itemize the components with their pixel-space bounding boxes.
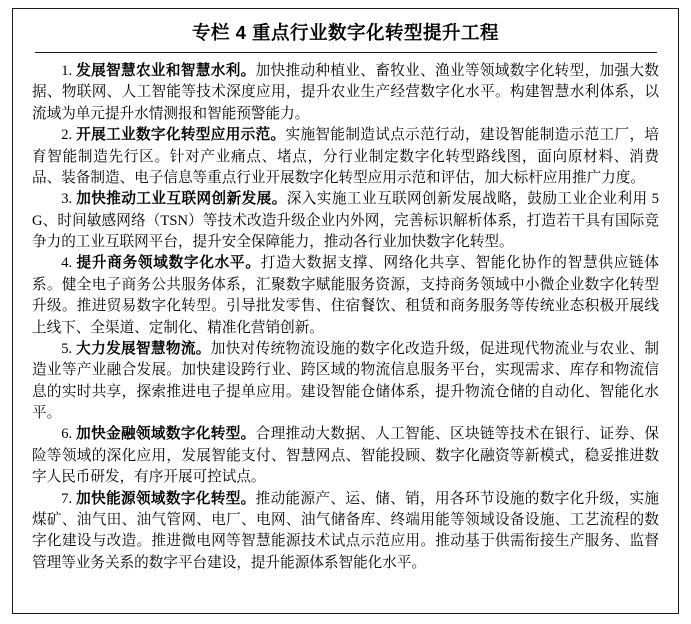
paragraph-lead: 提升商务领域数字化水平。	[76, 255, 261, 272]
paragraph-4	[32, 253, 659, 339]
paragraph-lead: 加快推动工业互联网创新发展。	[76, 191, 287, 208]
paragraph-2	[32, 125, 659, 189]
feature-box	[12, 8, 679, 614]
paragraph-number: 3.	[61, 191, 73, 208]
paragraph-lead: 加快能源领域数字化转型。	[76, 490, 256, 507]
paragraph-lead: 开展工业数字化转型应用示范。	[76, 127, 286, 144]
paragraph-body: 加快推动种植业、畜牧业、渔业等领域数字化转型，加强大数据、物联网、人工智能等技术深度应用，提升农业生产经营数字化水平。构建智慧水利体系，以流域为单元提升水情测报和智能预警能力。	[32, 63, 659, 122]
paragraph-lead: 加快金融领域数字化转型。	[76, 426, 256, 443]
paragraph-body: 深入实施工业互联网创新发展战略，鼓励工业企业利用 5G、时间敏感网络（TSN）等技术改造升级企业内外网，完善标识解析体系，打造若干具有国际竞争力的工业互联网平台，提升安全保障能力，推动各行业加快数字化转型。	[32, 191, 659, 250]
paragraph-body: 打造大数据支撑、网络化共享、智能化协作的智慧供应链体系。健全电子商务公共服务体系，汇聚数字赋能服务资源，支持商务领域中小微企业数字化转型升级。推进贸易数字化转型。引导批发零售、住宿餐饮、租赁和商务服务等传统业态积极开展线上线下、全渠道、定制化、精准化营销创新。	[32, 255, 659, 336]
paragraph-number: 5.	[61, 340, 73, 357]
paragraph-number: 2.	[61, 127, 73, 144]
paragraph-7	[32, 489, 659, 575]
box-title: 专栏 4 重点行业数字化转型提升工程	[191, 22, 500, 43]
paragraph-number: 6.	[61, 426, 73, 443]
paragraph-body: 合理推动大数据、人工智能、区块链等技术在银行、证券、保险等领域的深化应用，发展智能支付、智慧网点、智能投顾、数字化融资等新模式，稳妥推进数字人民币研发，有序开展可控试点。	[32, 426, 659, 486]
paragraph-lead: 发展智慧农业和智慧水利。	[76, 63, 256, 79]
paragraph-number: 1.	[61, 63, 73, 79]
paragraph-1	[32, 61, 659, 125]
paragraph-lead: 大力发展智慧物流。	[76, 340, 211, 357]
paragraph-3	[32, 189, 659, 253]
paragraph-body: 实施智能制造试点示范行动，建设智能制造示范工厂，培育智能制造先行区。针对产业痛点、堵点，分行业制定数字化转型路线图，面向原材料、消费品、装备制造、电子信息等重点行业开展数字化转型应用示范和评估，加大标杆应用推广力度。	[32, 127, 659, 186]
paragraph-body: 推动能源产、运、储、销，用各环节设施的数字化升级，实施煤矿、油气田、油气管网、电厂、电网、油气储备库、终端用能等领域设备设施、工艺流程的数字化建设与改造。推进微电网等智慧能源技术试点示范应用。推动基于供需衔接生产服务、监督管理等业务关系的数字平台建设，提升能源体系智能化水平。	[32, 490, 659, 571]
paragraph-6	[32, 424, 659, 488]
paragraph-body: 加快对传统物流设施的数字化改造升级，促进现代物流业与农业、制造业等产业融合发展。加快建设跨行业、跨区域的物流信息服务平台，实现需求、库存和物流信息的实时共享，探索推进电子提单应用。建设智能仓储体系，提升物流仓储的自动化、智能化水平。	[32, 340, 659, 421]
box-content	[13, 53, 678, 574]
paragraph-number: 4.	[61, 255, 73, 272]
paragraph-5	[32, 339, 659, 425]
paragraph-number: 7.	[61, 490, 73, 507]
